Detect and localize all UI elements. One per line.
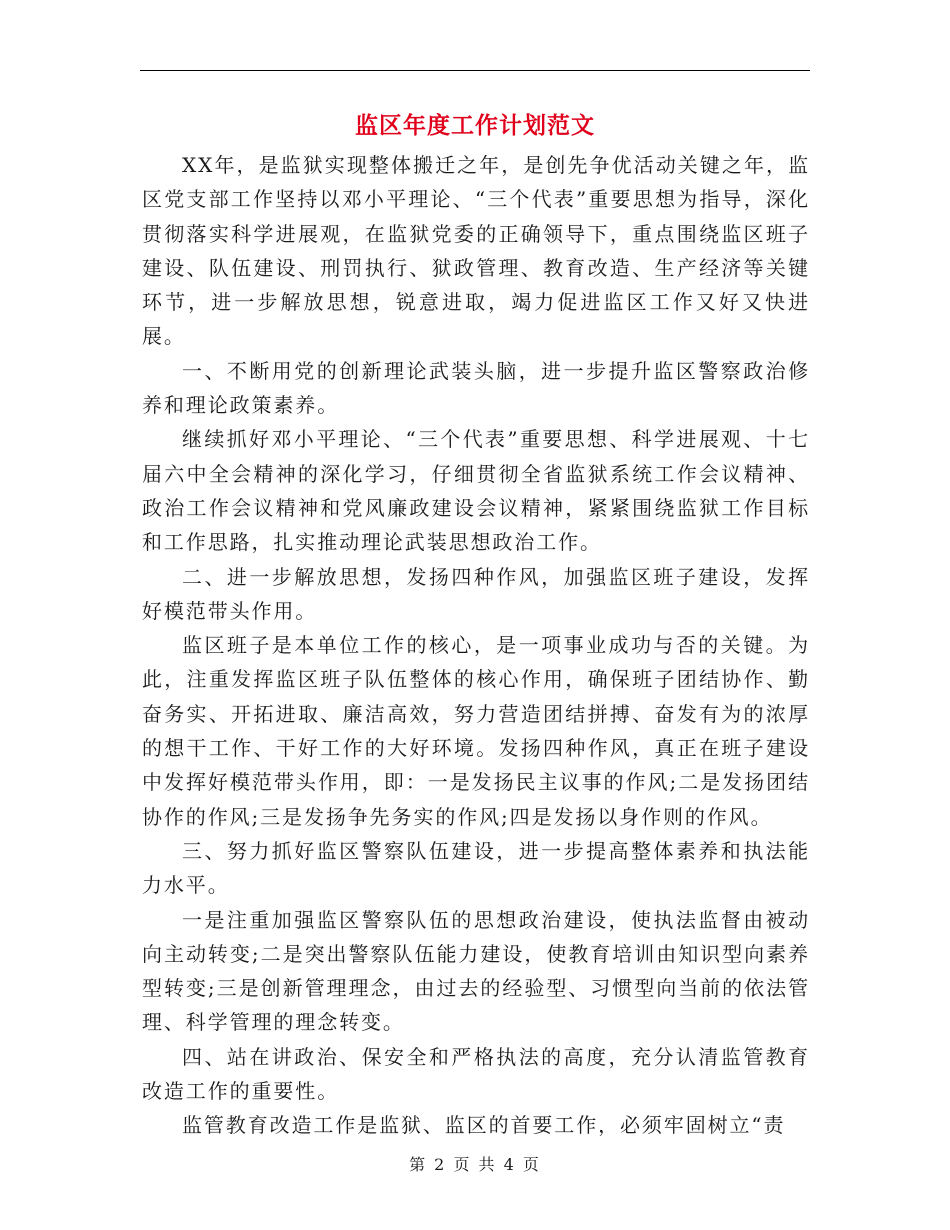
paragraph-intro: XX年，是监狱实现整体搬迁之年，是创先争优活动关键之年，监区党支部工作坚持以邓小平理论、“三个代表”重要思想为指导，深化贯彻落实科学进展观，在监狱党委的正确领导下，重点围绕监区班子建设、队伍建设、刑罚执行、狱政管理、教育改造、生产经济等关键环节，进一步解放思想，锐意进取，竭力促进监区工作又好又快进展。 (142, 153, 810, 349)
section-heading-3: 三、努力抓好监区警察队伍建设，进一步提高整体素养和执法能力水平。 (142, 838, 810, 898)
paragraph-section-3: 一是注重加强监区警察队伍的思想政治建设，使执法监督由被动向主动转变;二是突出警察队伍能力建设，使教育培训由知识型向素养型转变;三是创新管理理念，由过去的经验型、习惯型向当前的依法管理、科学管理的理念转变。 (142, 907, 810, 1035)
section-heading-1: 一、不断用党的创新理论武装头脑，进一步提升监区警察政治修养和理论政策素养。 (142, 358, 810, 418)
page-number-footer: 第 2 页 共 4 页 (409, 1155, 541, 1174)
document-title: 监区年度工作计划范文 (355, 112, 595, 139)
section-heading-2: 二、进一步解放思想，发扬四种作风，加强监区班子建设，发挥好模范带头作用。 (142, 564, 810, 623)
paragraph-section-2: 监区班子是本单位工作的核心，是一项事业成功与否的关键。为此，注重发挥监区班子队伍整体的核心作用，确保班子团结协作、勤奋务实、开拓进取、廉洁高效，努力营造团结拼搏、奋发有为的浓厚的想干工作、干好工作的大好环境。发扬四种作风，真正在班子建设中发挥好模范带头作用，即：一是发扬民主议事的作风;二是发扬团结协作的作风;三是发扬争先务实的作风;四是发扬以身作则的作风。 (142, 633, 810, 829)
paragraph-section-4: 监管教育改造工作是监狱、监区的首要工作，必须牢固树立“责 (182, 1113, 786, 1138)
document-body (142, 148, 810, 1143)
paragraph-section-1: 继续抓好邓小平理论、“三个代表”重要思想、科学进展观、十七届六中全会精神的深化学习，仔细贯彻全省监狱系统工作会议精神、政治工作会议精神和党风廉政建设会议精神，紧紧围绕监狱工作目标和工作思路，扎实推动理论武装思想政治工作。 (142, 427, 810, 555)
section-heading-4: 四、站在讲政治、保安全和严格执法的高度，充分认清监管教育改造工作的重要性。 (142, 1044, 810, 1104)
header-rule (140, 70, 810, 71)
